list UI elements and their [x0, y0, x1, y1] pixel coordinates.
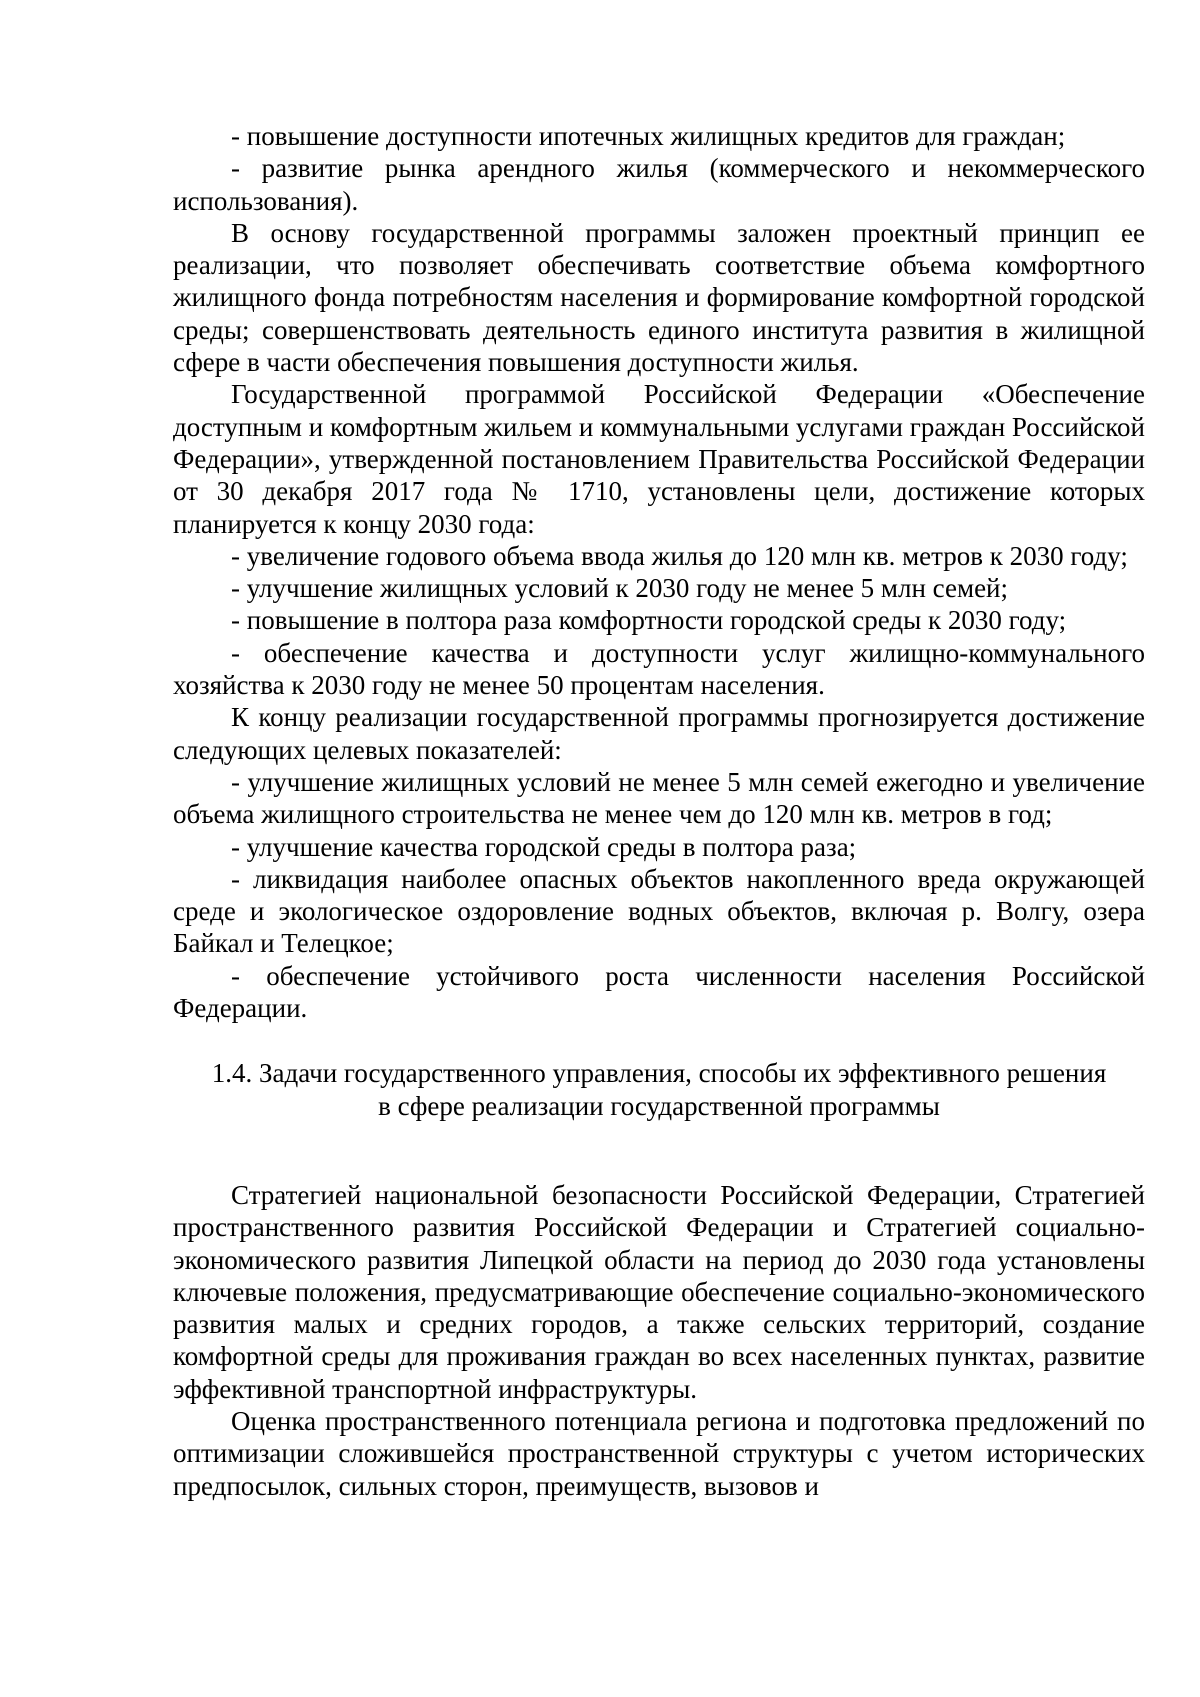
paragraph-goal-living-conditions: - улучшение жилищных условий к 2030 году не менее 5 млн семей;: [231, 573, 1009, 604]
paragraph-indicator-ecology: - ликвидация наиболее опасных объектов накопленного вреда окружающей среде и экологическое оздоровление водных объектов, включая р. Волгу, озера Байкал и Телецкое;: [173, 863, 1145, 959]
section-heading-line-1: 1.4. Задачи государственного управления, способы их эффективного решения: [211, 1058, 1107, 1089]
paragraph-rental-housing: - развитие рынка арендного жилья (коммерческого и некоммерческого использования).: [173, 153, 1145, 216]
paragraph-indicator-urban-quality: - улучшение качества городской среды в полтора раза;: [231, 831, 857, 862]
paragraph-project-principle: В основу государственной программы заложен проектный принцип ее реализации, что позволяет обеспечивать соответствие объема комфортного жилищного фонда потребностям населения и формирование комфортной городской среды; совершенствовать деятельность единого института развития в жилищной сфере в части обеспечения повышения доступности жилья.: [173, 217, 1145, 378]
section-heading-line-2: в сфере реализации государственной программы: [378, 1090, 940, 1121]
section-heading: [173, 1057, 1145, 1122]
paragraph-mortgage-availability: - повышение доступности ипотечных жилищных кредитов для граждан;: [231, 121, 1066, 151]
paragraph-federal-program: Государственной программой Российской Федерации «Обеспечение доступным и комфортным жильем и коммунальными услугами граждан Российской Федерации», утвержденной постановлением Правительства Российской Федерации от 30 декабря 2017 года № 1710, установлены цели, достижение которых планируется к концу 2030 года:: [173, 379, 1145, 539]
paragraph-strategies: Стратегией национальной безопасности Российской Федерации, Стратегией пространственного развития Российской Федерации и Стратегией социально-экономического развития Липецкой области на период до 2030 года установлены ключевые положения, предусматривающие обеспечение социально-экономического развития малых и средних городов, а также сельских территорий, создание комфортной среды для проживания граждан во всех населенных пунктах, развитие эффективной транспортной инфраструктуры.: [173, 1179, 1145, 1404]
document-body: [173, 120, 1145, 1502]
paragraph-indicator-living-conditions: - улучшение жилищных условий не менее 5 млн семей ежегодно и увеличение объема жилищного строительства не менее чем до 120 млн кв. метров в год;: [173, 766, 1145, 830]
paragraph-target-indicators-intro: К концу реализации государственной программы прогнозируется достижение следующих целевых показателей:: [173, 702, 1145, 765]
paragraph-goal-urban-comfort: - повышение в полтора раза комфортности городской среды к 2030 году;: [231, 605, 1067, 636]
paragraph-goal-housing-volume: - увеличение годового объема ввода жилья до 120 млн кв. метров к 2030 году;: [231, 540, 1128, 571]
paragraph-indicator-population: - обеспечение устойчивого роста численности населения Российской Федерации.: [173, 960, 1145, 1024]
paragraph-goal-utilities: - обеспечение качества и доступности услуг жилищно-коммунального хозяйства к 2030 году не менее 50 процентам населения.: [173, 637, 1145, 701]
paragraph-spatial-assessment: Оценка пространственного потенциала региона и подготовка предложений по оптимизации сложившейся пространственной структуры с учетом исторических предпосылок, сильных сторон, преимуществ, вызовов и: [173, 1405, 1145, 1501]
